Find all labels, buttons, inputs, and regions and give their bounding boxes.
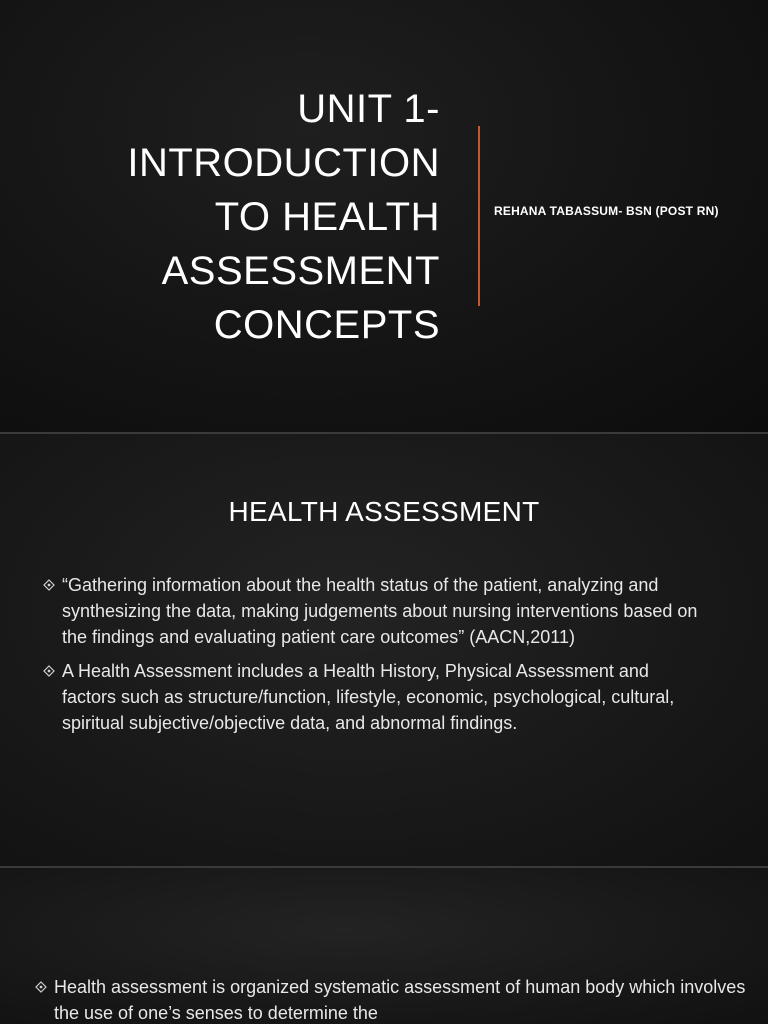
- diamond-bullet-icon: [42, 658, 56, 684]
- author-name: REHANA TABASSUM- BSN (POST RN): [494, 204, 719, 218]
- title-line: ASSESSMENT: [161, 249, 440, 293]
- diamond-bullet-icon: [34, 974, 48, 1000]
- accent-divider: [478, 126, 480, 306]
- bullet-list: [42, 572, 702, 744]
- slide-title: [80, 82, 440, 352]
- diamond-bullet-icon: [42, 572, 56, 598]
- title-line: INTRODUCTION: [127, 141, 440, 185]
- title-slide: [0, 0, 768, 432]
- content-slide: [0, 434, 768, 866]
- title-line: UNIT 1-: [297, 87, 440, 131]
- bullet-text: A Health Assessment includes a Health History, Physical Assessment and factors such as structure/function, lifestyle, economic, psychological, cultural, spiritual subjective/objective data, and abnormal findings.: [62, 661, 675, 733]
- bullet-text: Health assessment is organized systematic assessment of human body which involves the use of one’s senses to determine the: [54, 977, 746, 1023]
- bullet-text: “Gathering information about the health status of the patient, analyzing and synthesizing the data, making judgements about nursing interventions based on the findings and evaluating patient care outcomes” (AACN,2011): [62, 575, 698, 647]
- content-slide: [0, 868, 768, 1024]
- list-item: [42, 658, 702, 736]
- list-item: [34, 974, 754, 1024]
- slide-heading: HEALTH ASSESSMENT: [228, 496, 540, 527]
- title-line: TO HEALTH: [214, 195, 440, 239]
- list-item: [42, 572, 702, 650]
- title-line: CONCEPTS: [213, 303, 440, 347]
